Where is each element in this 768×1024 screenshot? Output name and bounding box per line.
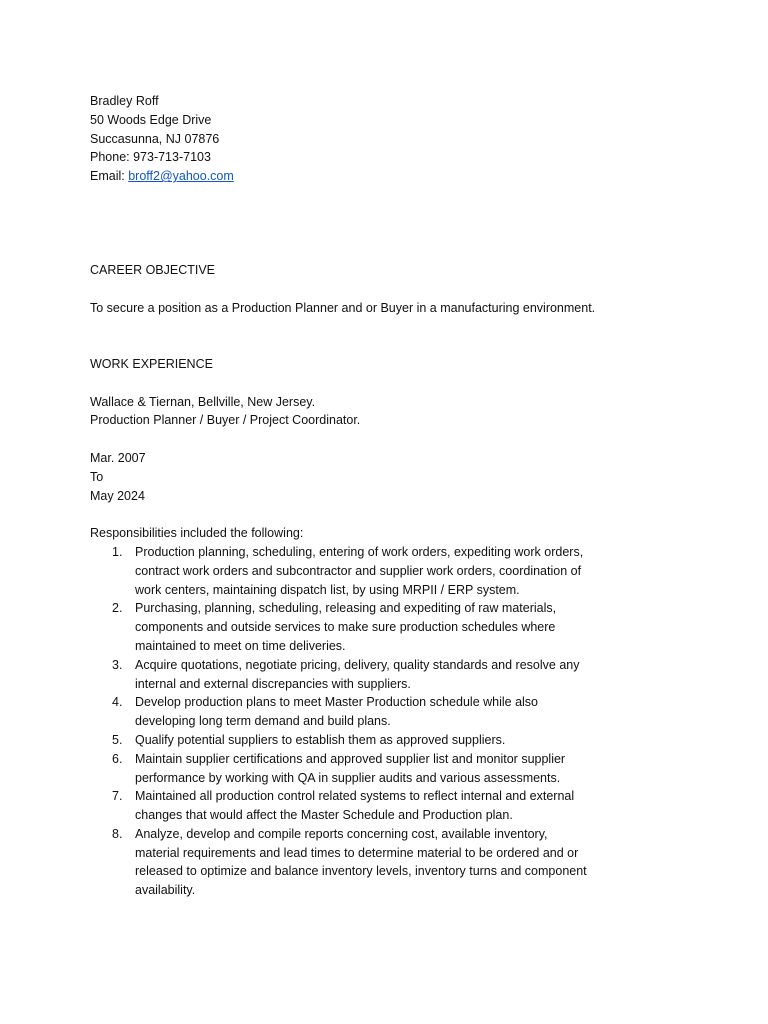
- start-date: Mar. 2007: [90, 450, 146, 465]
- list-item-text: Purchasing, planning, scheduling, releasing and expediting of raw materials, components and outside services to make sure production schedules where maintained to meet on time deliveries.: [135, 601, 557, 653]
- objective-heading: CAREER OBJECTIVE: [90, 262, 216, 277]
- list-item: [90, 693, 730, 731]
- resume-page: [90, 92, 730, 900]
- end-date: May 2024: [90, 488, 145, 503]
- list-item: [90, 731, 730, 750]
- list-item: [90, 750, 730, 788]
- list-item-text: Acquire quotations, negotiate pricing, delivery, quality standards and resolve any internal and external discrepancies with suppliers.: [135, 657, 580, 691]
- list-item-number: 2.: [112, 601, 123, 616]
- contact-email-label: Email:: [90, 169, 129, 184]
- list-item: [90, 825, 730, 900]
- list-item-text: Qualify potential suppliers to establish them as approved suppliers.: [135, 732, 506, 747]
- list-item-number: 3.: [112, 657, 123, 672]
- list-item-text: Analyze, develop and compile reports concerning cost, available inventory, material requirements and lead times to determine material to be ordered and or released to optimize and balance inventory levels, inventory turns and component availability.: [135, 826, 587, 898]
- list-item-number: 6.: [112, 751, 123, 766]
- list-item: [90, 599, 730, 655]
- list-item: [90, 787, 730, 825]
- list-item-text: Production planning, scheduling, entering of work orders, expediting work orders, contract work orders and subcontractor and supplier work orders, coordination of work centers, maintaining dispatch list, by using MRPII / ERP system.: [135, 544, 584, 597]
- list-item-number: 5.: [112, 732, 123, 747]
- list-item: [90, 543, 730, 599]
- contact-city: Succasunna, NJ 07876: [90, 131, 220, 146]
- experience-heading: WORK EXPERIENCE: [90, 356, 213, 371]
- list-item-number: 7.: [112, 789, 123, 804]
- list-item-number: 8.: [112, 826, 123, 841]
- email-link[interactable]: broff2@yahoo.com: [128, 169, 234, 184]
- responsibilities-intro: Responsibilities included the following:: [90, 526, 304, 541]
- list-item-text: Maintained all production control related systems to reflect internal and external changes that would affect the Master Schedule and Production plan.: [135, 789, 575, 823]
- responsibilities-list: [90, 543, 730, 900]
- company-name: Wallace & Tiernan, Bellville, New Jersey.: [90, 394, 316, 409]
- date-to: To: [90, 469, 104, 484]
- contact-phone: Phone: 973-713-7103: [90, 150, 211, 165]
- list-item-number: 4.: [112, 695, 123, 710]
- contact-block: [90, 92, 730, 186]
- contact-name: Bradley Roff: [90, 94, 159, 108]
- list-item-text: Develop production plans to meet Master Production schedule while also developing long term demand and build plans.: [135, 695, 539, 729]
- objective-text: To secure a position as a Production Planner and or Buyer in a manufacturing environment.: [90, 300, 596, 315]
- contact-street: 50 Woods Edge Drive: [90, 112, 212, 127]
- contact-email-line: [90, 167, 730, 186]
- list-item: [90, 656, 730, 694]
- list-item-text: Maintain supplier certifications and approved supplier list and monitor supplier performance by working with QA in supplier audits and various assessments.: [135, 751, 566, 785]
- list-item-number: 1.: [112, 544, 123, 559]
- job-title: Production Planner / Buyer / Project Coordinator.: [90, 413, 361, 428]
